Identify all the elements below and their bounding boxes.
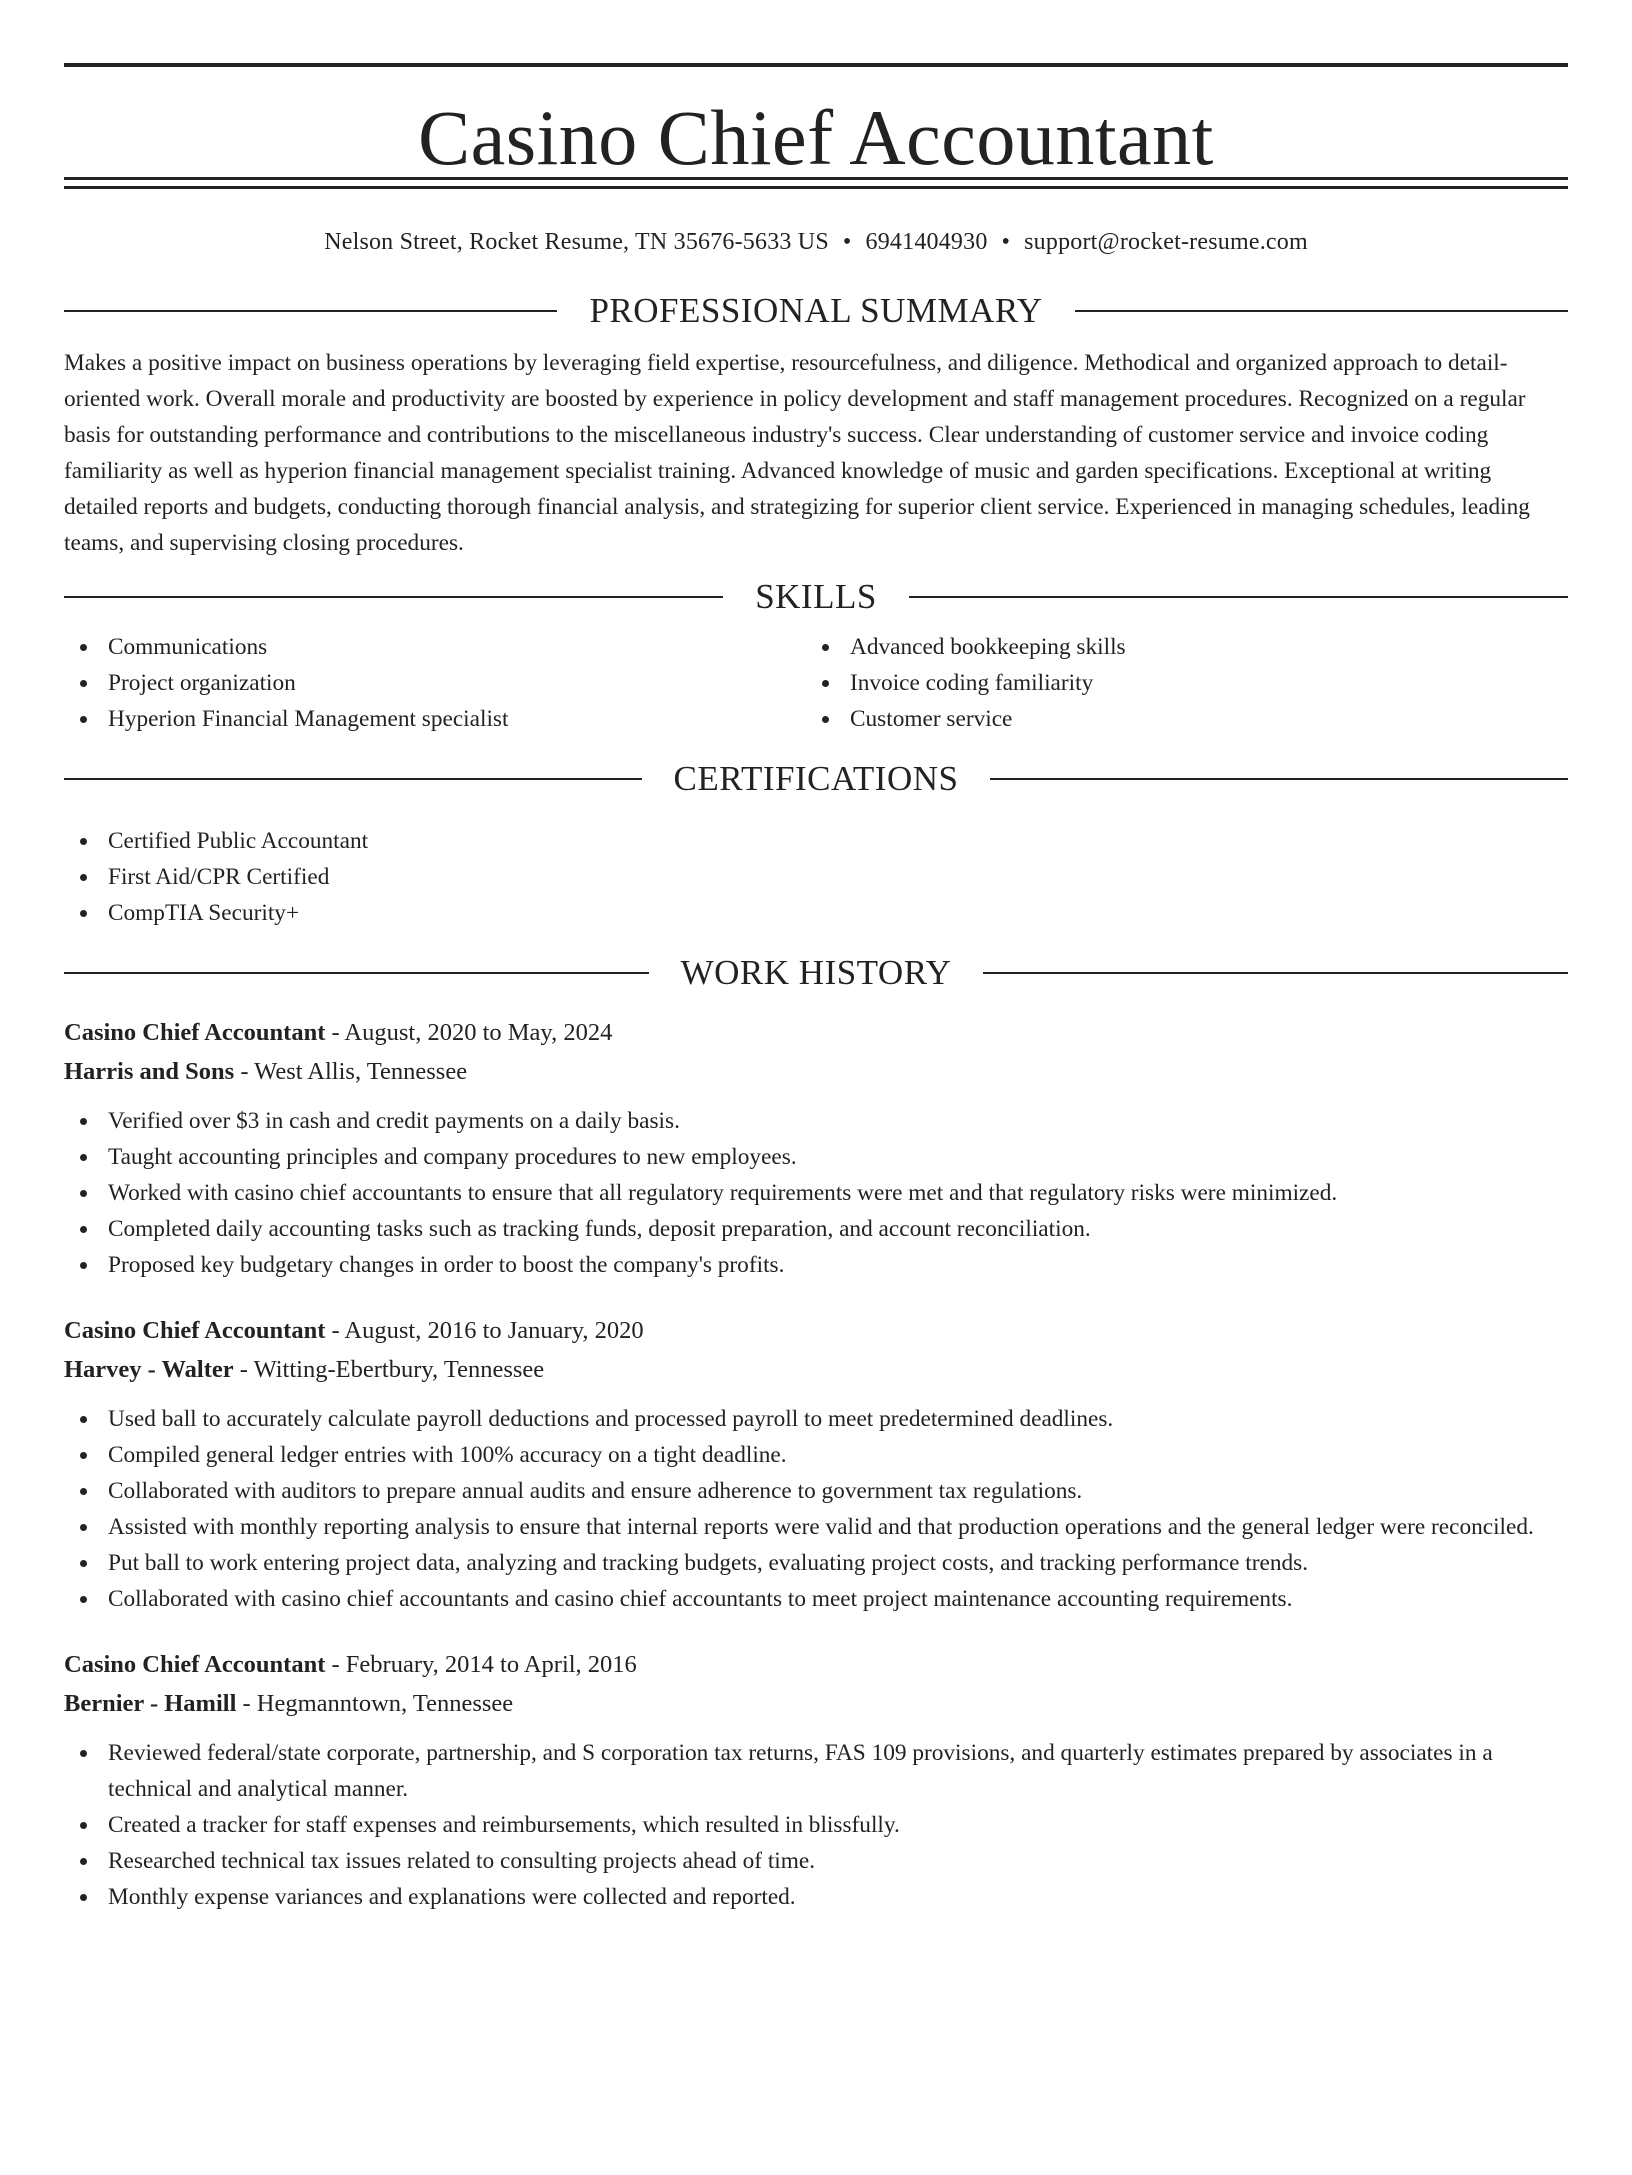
job-title: Casino Chief Accountant <box>64 1651 326 1678</box>
contact-phone: 6941404930 <box>865 229 988 255</box>
job-bullet: Put ball to work entering project data, analyzing and tracking budgets, evaluating project costs, and tracking performance trends. <box>108 1545 1568 1581</box>
section-title: SKILLS <box>755 577 877 616</box>
section-title: CERTIFICATIONS <box>673 759 959 798</box>
job-bullet: Compiled general ledger entries with 100% accuracy on a tight deadline. <box>108 1437 1568 1473</box>
summary-text: Makes a positive impact on business operations by leveraging field expertise, resourcefulness, and diligence. Methodical and organized approach to detail-oriented work. Overall morale and productivity are boosted by experience in policy development and staff management procedures. Recognized on a regular basis for outstanding performance and contributions to the miscellaneous industry's success. Clear understanding of customer service and invoice coding familiarity as well as hyperion financial management specialist training. Advanced knowledge of music and garden specifications. Exceptional at writing detailed reports and budgets, conducting thorough financial analysis, and strategizing for superior client service. Experienced in managing schedules, leading teams, and supervising closing procedures. <box>64 350 1530 556</box>
heading-rule <box>909 596 1568 598</box>
job-bullets <box>64 1103 1568 1283</box>
heading-rule <box>64 972 649 974</box>
contact-separator: • <box>842 229 852 255</box>
heading-rule <box>64 778 642 780</box>
job-title-line <box>64 1645 1568 1684</box>
contact-email: support@rocket-resume.com <box>1024 229 1308 255</box>
job-bullet: Reviewed federal/state corporate, partnership, and S corporation tax returns, FAS 109 provisions, and quarterly estimates prepared by associates in a technical and analytical manner. <box>108 1735 1568 1807</box>
job-bullet: Researched technical tax issues related to consulting projects ahead of time. <box>108 1843 1568 1879</box>
job-company: Bernier - Hamill <box>64 1690 237 1717</box>
job-bullet: Created a tracker for staff expenses and reimbursements, which resulted in blissfully. <box>108 1807 1568 1843</box>
job-entry <box>64 1013 1568 1283</box>
certification-item: CompTIA Security+ <box>108 895 1568 931</box>
skill-item: Project organization <box>108 665 806 701</box>
job-location: Hegmanntown, Tennessee <box>256 1690 514 1717</box>
section-heading-work-history <box>64 953 1568 993</box>
job-bullet: Verified over $3 in cash and credit payments on a daily basis. <box>108 1103 1568 1139</box>
job-bullet: Collaborated with casino chief accountants and casino chief accountants to meet project maintenance accounting requirements. <box>108 1581 1568 1617</box>
job-title: Casino Chief Accountant <box>64 1317 326 1344</box>
resume-title: Casino Chief Accountant <box>418 94 1214 181</box>
job-bullet: Taught accounting principles and company procedures to new employees. <box>108 1139 1568 1175</box>
job-entry <box>64 1311 1568 1617</box>
skill-item: Invoice coding familiarity <box>850 665 1568 701</box>
job-title: Casino Chief Accountant <box>64 1019 326 1046</box>
skills-list-right <box>806 629 1568 737</box>
heading-rule <box>64 596 723 598</box>
job-bullets <box>64 1735 1568 1915</box>
certifications-list <box>64 823 1568 931</box>
job-title-line <box>64 1013 1568 1052</box>
job-company: Harvey - Walter <box>64 1356 234 1383</box>
resume-page <box>0 63 1632 2175</box>
section-title: PROFESSIONAL SUMMARY <box>589 291 1043 330</box>
dash: - <box>325 1317 345 1344</box>
skill-item: Hyperion Financial Management specialist <box>108 701 806 737</box>
certification-item: Certified Public Accountant <box>108 823 1568 859</box>
job-dates: August, 2020 to May, 2024 <box>344 1019 613 1046</box>
job-company-line <box>64 1350 1568 1389</box>
certification-item: First Aid/CPR Certified <box>108 859 1568 895</box>
job-bullets <box>64 1401 1568 1617</box>
heading-rule <box>1075 310 1568 312</box>
skills-list-left <box>64 629 806 737</box>
job-location: Witting-Ebertbury, Tennessee <box>253 1356 545 1383</box>
heading-rule <box>983 972 1568 974</box>
heading-rule <box>64 310 557 312</box>
job-bullet: Collaborated with auditors to prepare annual audits and ensure adherence to government tax regulations. <box>108 1473 1568 1509</box>
job-company: Harris and Sons <box>64 1058 235 1085</box>
dash: - <box>325 1651 346 1678</box>
job-company-line <box>64 1684 1568 1723</box>
dash: - <box>233 1356 254 1383</box>
job-dates: February, 2014 to April, 2016 <box>345 1651 637 1678</box>
contact-line <box>64 227 1568 257</box>
dash: - <box>325 1019 345 1046</box>
job-bullet: Proposed key budgetary changes in order to boost the company's profits. <box>108 1247 1568 1283</box>
skills-grid <box>64 629 1568 737</box>
dash: - <box>234 1058 255 1085</box>
job-title-line <box>64 1311 1568 1350</box>
job-bullet: Monthly expense variances and explanations were collected and reported. <box>108 1879 1568 1915</box>
section-heading-certifications <box>64 759 1568 799</box>
dash: - <box>236 1690 257 1717</box>
job-bullet: Used ball to accurately calculate payroll deductions and processed payroll to meet predetermined deadlines. <box>108 1401 1568 1437</box>
contact-address: Nelson Street, Rocket Resume, TN 35676-5633 US <box>324 229 829 255</box>
job-bullet: Assisted with monthly reporting analysis to ensure that internal reports were valid and that production operations and the general ledger were reconciled. <box>108 1509 1568 1545</box>
job-company-line <box>64 1052 1568 1091</box>
section-heading-skills <box>64 577 1568 617</box>
skill-item: Customer service <box>850 701 1568 737</box>
job-location: West Allis, Tennessee <box>254 1058 468 1085</box>
skill-item: Advanced bookkeeping skills <box>850 629 1568 665</box>
section-title: WORK HISTORY <box>680 953 952 992</box>
job-bullet: Completed daily accounting tasks such as tracking funds, deposit preparation, and account reconciliation. <box>108 1211 1568 1247</box>
job-dates: August, 2016 to January, 2020 <box>344 1317 644 1344</box>
contact-separator: • <box>1001 229 1011 255</box>
heading-rule <box>990 778 1568 780</box>
section-heading-summary <box>64 291 1568 331</box>
job-entry <box>64 1645 1568 1915</box>
skill-item: Communications <box>108 629 806 665</box>
job-bullet: Worked with casino chief accountants to ensure that all regulatory requirements were met and that regulatory risks were minimized. <box>108 1175 1568 1211</box>
